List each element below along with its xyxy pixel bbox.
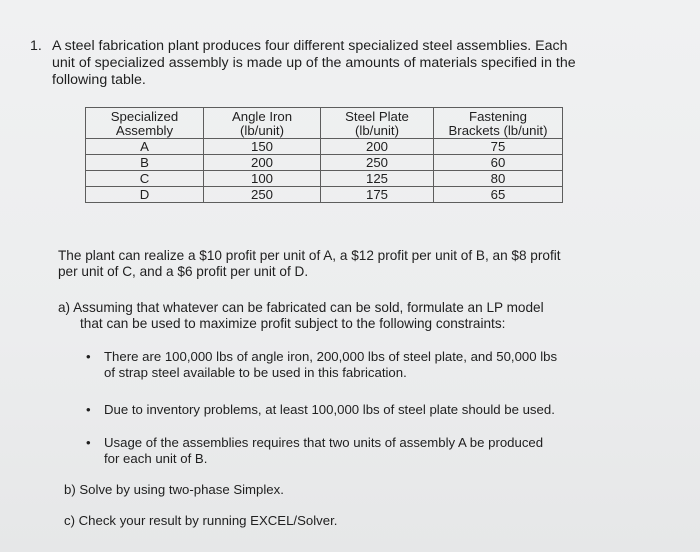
bullet-marker: •	[86, 349, 91, 364]
part-a-line: that can be used to maximize profit subject to the following constraints:	[80, 316, 506, 331]
column-header-angle-iron: Angle Iron (lb/unit)	[204, 108, 321, 139]
table-cell: 250	[204, 187, 321, 203]
column-header-assembly: Specialized Assembly	[86, 108, 204, 139]
materials-table	[85, 107, 563, 203]
question-line: following table.	[52, 72, 146, 88]
bullet-text: Usage of the assemblies requires that two units of assembly A be produced for each unit of B.	[104, 435, 544, 466]
paragraph-line: per unit of C, and a $6 profit per unit of D.	[58, 264, 309, 279]
part-a	[58, 300, 648, 332]
part-b: b) Solve by using two-phase Simplex.	[64, 482, 284, 497]
table-cell: 125	[321, 171, 434, 187]
question-number: 1.	[30, 38, 42, 54]
table-row	[86, 155, 563, 171]
question-text	[52, 38, 642, 89]
table-cell: 75	[434, 139, 563, 155]
table-cell: 60	[434, 155, 563, 171]
part-a-line: a) Assuming that whatever can be fabricated can be sold, formulate an LP model	[58, 300, 544, 315]
column-header-fastening-brackets: Fastening Brackets (lb/unit)	[434, 108, 563, 139]
table-cell: 65	[434, 187, 563, 203]
table-cell: B	[86, 155, 204, 171]
table-cell: D	[86, 187, 204, 203]
table-row	[86, 171, 563, 187]
bullet-text: Due to inventory problems, at least 100,000 lbs of steel plate should be used.	[104, 402, 555, 417]
table-cell: C	[86, 171, 204, 187]
bullet-marker: •	[86, 435, 91, 450]
part-c: c) Check your result by running EXCEL/Solver.	[64, 513, 338, 528]
bullet-text: There are 100,000 lbs of angle iron, 200,000 lbs of steel plate, and 50,000 lbs of strap steel available to be used in this fabrication.	[104, 349, 558, 380]
table-row	[86, 139, 563, 155]
table-cell: 100	[204, 171, 321, 187]
table-cell: A	[86, 139, 204, 155]
column-header-steel-plate: Steel Plate (lb/unit)	[321, 108, 434, 139]
question-line: A steel fabrication plant produces four different specialized steel assemblies. Each	[52, 38, 568, 54]
table-cell: 80	[434, 171, 563, 187]
paragraph-line: The plant can realize a $10 profit per unit of A, a $12 profit per unit of B, an $8 profit	[58, 248, 561, 263]
bullet-marker: •	[86, 402, 91, 417]
table-cell: 250	[321, 155, 434, 171]
table-row	[86, 187, 563, 203]
question-line: unit of specialized assembly is made up of the amounts of materials specified in the	[52, 55, 576, 71]
table-cell: 200	[321, 139, 434, 155]
table-cell: 200	[204, 155, 321, 171]
table-header-row	[86, 108, 563, 139]
table-cell: 175	[321, 187, 434, 203]
table-cell: 150	[204, 139, 321, 155]
profit-paragraph	[58, 248, 648, 280]
